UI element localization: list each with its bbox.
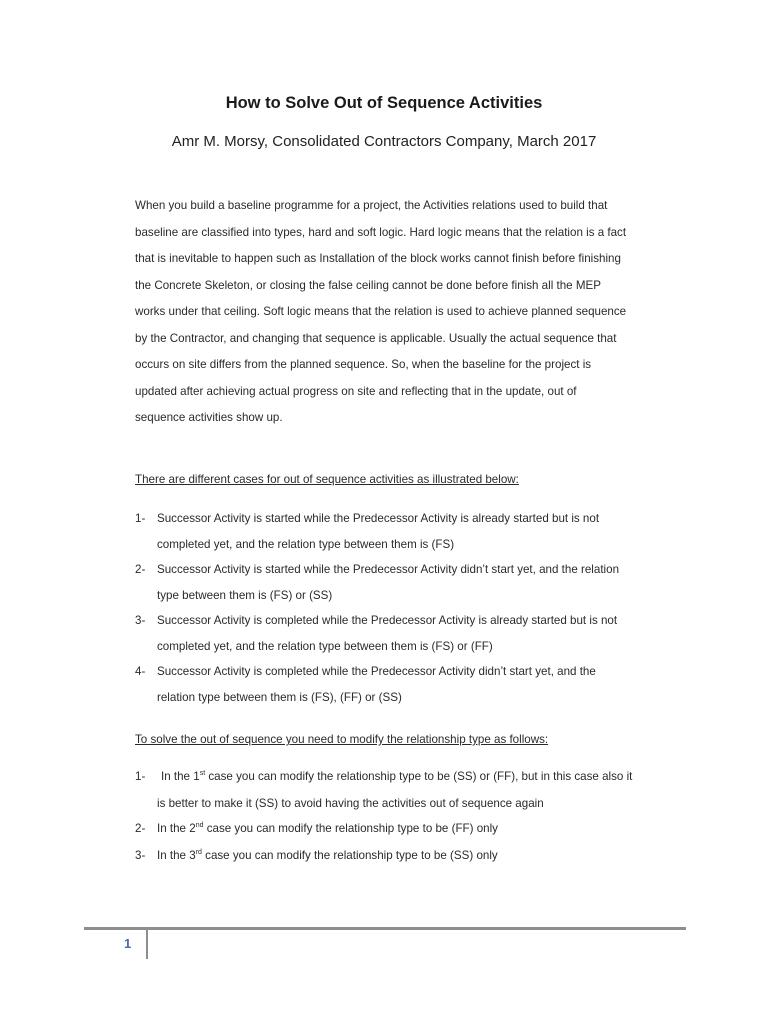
- document-subtitle: Amr M. Morsy, Consolidated Contractors Company, March 2017: [171, 133, 597, 150]
- list-text: Successor Activity is completed while the Predecessor Activity is already started but is not: [157, 614, 618, 627]
- footer-vertical-divider: [146, 929, 148, 959]
- intro-paragraph: [135, 197, 675, 436]
- paragraph-line: updated after achieving actual progress on site and reflecting that in the update, out of: [135, 384, 577, 398]
- text-run: case you can modify the relationship type to be (FF) only: [203, 822, 498, 835]
- list-number: 2-: [135, 563, 146, 576]
- paragraph-line: baseline are classified into types, hard and soft logic. Hard logic means that the relation is a fact: [135, 225, 627, 239]
- solve-heading: To solve the out of sequence you need to modify the relationship type as follows:: [135, 733, 549, 746]
- ordinal-suffix: rd: [195, 849, 202, 857]
- paragraph-line: that is inevitable to happen such as Installation of the block works cannot finish before finishing: [135, 252, 621, 265]
- text-run: In the 3: [157, 849, 196, 862]
- footer-divider: [84, 927, 686, 930]
- paragraph-line: by the Contractor, and changing that sequence is applicable. Usually the actual sequence that: [135, 331, 617, 345]
- list-text-continued: relation type between them is (FS), (FF) or (SS): [157, 691, 402, 704]
- text-run: In the 2: [157, 822, 196, 835]
- ordinal-suffix: nd: [195, 822, 204, 830]
- list-number: 2-: [135, 822, 146, 835]
- paragraph-line: occurs on site differs from the planned sequence. So, when the baseline for the project is: [135, 358, 592, 371]
- page-number: 1: [124, 936, 132, 951]
- paragraph-line: When you build a baseline programme for a project, the Activities relations used to build that: [135, 199, 608, 212]
- list-text-continued: completed yet, and the relation type between them is (FS): [157, 538, 455, 551]
- list-number: 3-: [135, 614, 146, 627]
- list-text: Successor Activity is started while the Predecessor Activity is already started but is not: [157, 512, 600, 525]
- list-number: 1-: [135, 770, 146, 783]
- list-text-continued: completed yet, and the relation type between them is (FS) or (FF): [157, 640, 493, 653]
- paragraph-line: works under that ceiling. Soft logic means that the relation is used to achieve planned sequence: [135, 305, 627, 318]
- list-number: 4-: [135, 665, 146, 678]
- list-text: [157, 849, 498, 862]
- list-number: 3-: [135, 849, 146, 862]
- list-text: Successor Activity is completed while the Predecessor Activity didn’t start yet, and the: [157, 665, 596, 678]
- list-text: Successor Activity is started while the Predecessor Activity didn’t start yet, and the relation: [157, 563, 620, 576]
- list-text-continued: is better to make it (SS) to avoid having the activities out of sequence again: [157, 797, 544, 810]
- list-text: [161, 770, 632, 783]
- cases-heading: There are different cases for out of sequence activities as illustrated below:: [135, 473, 519, 486]
- document-title: How to Solve Out of Sequence Activities: [225, 94, 543, 112]
- text-run: In the 1: [161, 770, 200, 783]
- paragraph-line: the Concrete Skeleton, or closing the false ceiling cannot be done before finish all the MEP: [135, 278, 601, 292]
- ordinal-suffix: st: [199, 770, 206, 778]
- paragraph-line: sequence activities show up.: [135, 411, 283, 424]
- text-run: case you can modify the relationship type to be (SS) only: [201, 849, 498, 862]
- text-run: case you can modify the relationship type to be (SS) or (FF), but in this case also it: [205, 770, 633, 783]
- list-text: [157, 822, 498, 835]
- list-number: 1-: [135, 512, 146, 525]
- list-text-continued: type between them is (FS) or (SS): [157, 589, 333, 602]
